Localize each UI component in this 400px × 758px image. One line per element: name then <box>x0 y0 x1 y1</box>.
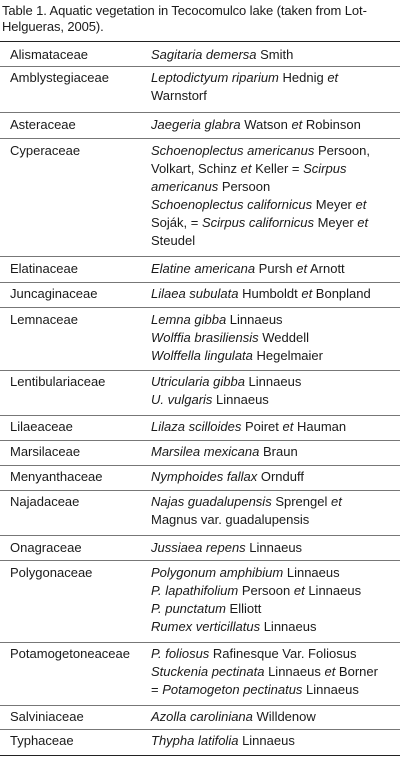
species-name-italic: et <box>240 161 252 176</box>
species-line <box>151 443 396 461</box>
row-divider <box>0 440 400 441</box>
species-name-italic: Jussiaea repens <box>151 540 246 555</box>
species-line <box>151 511 396 529</box>
species-line <box>151 582 396 600</box>
species-author: Magnus var. guadalupensis <box>151 512 310 527</box>
species-name-italic: Wolffia brasiliensis <box>151 330 259 345</box>
species-name-italic: U. vulgaris <box>151 392 213 407</box>
species-name-italic: americanus <box>151 179 219 194</box>
row-divider <box>0 465 400 466</box>
family-name: Juncaginaceae <box>10 286 98 301</box>
species-name-italic: Wolffella lingulata <box>151 348 253 363</box>
species-author: Linnaeus <box>226 312 283 327</box>
species-name-italic: et <box>355 197 367 212</box>
family-name: Najadaceae <box>10 494 80 509</box>
species-line <box>151 160 396 178</box>
species-line <box>151 311 396 329</box>
species-name-italic: P. lapathifolium <box>151 583 239 598</box>
species-name-italic: Scirpus <box>303 161 347 176</box>
species-line <box>151 116 396 134</box>
family-name: Lilaeaceae <box>10 419 73 434</box>
row-divider <box>0 307 400 308</box>
family-name: Lentibulariaceae <box>10 374 106 389</box>
species-cell <box>151 732 396 750</box>
species-cell <box>151 443 396 461</box>
species-author: Willdenow <box>252 709 316 724</box>
species-author: Steudel <box>151 233 196 248</box>
species-cell <box>151 539 396 557</box>
species-author: Linnaeus <box>260 619 317 634</box>
species-name-italic: et <box>301 286 313 301</box>
species-name-italic: Lilaea subulata <box>151 286 239 301</box>
family-name: Asteraceae <box>10 117 76 132</box>
species-cell <box>151 116 396 134</box>
species-name-italic: P. foliosus <box>151 646 210 661</box>
row-divider <box>0 642 400 643</box>
family-name: Onagraceae <box>10 540 82 555</box>
species-line <box>151 418 396 436</box>
species-line <box>151 618 396 636</box>
row-divider <box>0 112 400 113</box>
species-name-italic: Utricularia gibba <box>151 374 245 389</box>
species-author: Warnstorf <box>151 88 207 103</box>
species-cell <box>151 285 396 303</box>
species-name-italic: et <box>327 70 339 85</box>
species-author: Linnaeus <box>212 392 269 407</box>
species-cell <box>151 311 396 365</box>
species-name-italic: et <box>296 261 308 276</box>
species-author: Meyer <box>312 197 356 212</box>
family-name: Salviniaceae <box>10 709 84 724</box>
species-author: Hednig <box>278 70 328 85</box>
species-author: = <box>151 682 163 697</box>
species-author: Weddell <box>258 330 309 345</box>
species-line <box>151 645 396 663</box>
species-author: Meyer <box>313 215 358 230</box>
species-line <box>151 373 396 391</box>
species-author: Hauman <box>293 419 347 434</box>
species-author: Linnaeus <box>244 374 302 389</box>
species-cell <box>151 46 396 64</box>
species-name-italic: et <box>330 494 342 509</box>
family-name: Alismataceae <box>10 47 89 62</box>
family-name: Typhaceae <box>10 733 74 748</box>
species-line <box>151 708 396 726</box>
species-author: Elliott <box>225 601 262 616</box>
species-line <box>151 87 396 105</box>
species-line <box>151 391 396 409</box>
table-bottom-rule <box>0 755 400 756</box>
species-name-italic: et <box>291 117 303 132</box>
species-author: Linnaeus <box>264 664 325 679</box>
species-author: Borner <box>335 664 378 679</box>
species-author: Persoon, <box>314 143 370 158</box>
row-divider <box>0 370 400 371</box>
species-line <box>151 69 396 87</box>
species-cell <box>151 468 396 486</box>
row-divider <box>0 138 400 139</box>
species-line <box>151 663 396 681</box>
species-author: Humboldt <box>238 286 302 301</box>
species-name-italic: et <box>293 583 305 598</box>
family-name: Marsilaceae <box>10 444 81 459</box>
species-name-italic: Lemna gibba <box>151 312 227 327</box>
species-cell <box>151 142 396 250</box>
species-line <box>151 539 396 557</box>
species-cell <box>151 645 396 699</box>
species-line <box>151 46 396 64</box>
row-divider <box>0 729 400 730</box>
species-line <box>151 468 396 486</box>
species-author: Bonpland <box>312 286 371 301</box>
species-line <box>151 196 396 214</box>
species-line <box>151 260 396 278</box>
species-author: Linnaeus <box>302 682 359 697</box>
species-name-italic: Rumex verticillatus <box>151 619 261 634</box>
species-author: Persoon <box>238 583 294 598</box>
species-line <box>151 285 396 303</box>
species-author: Linnaeus <box>283 565 340 580</box>
species-author: Volkart, Schinz <box>151 161 241 176</box>
family-name: Cyperaceae <box>10 143 81 158</box>
table-top-rule <box>0 41 400 42</box>
species-name-italic: Scirpus californicus <box>201 215 314 230</box>
row-divider <box>0 415 400 416</box>
species-name-italic: P. punctatum <box>151 601 226 616</box>
species-cell <box>151 708 396 726</box>
species-line <box>151 600 396 618</box>
family-name: Elatinaceae <box>10 261 78 276</box>
family-name: Amblystegiaceae <box>10 70 109 85</box>
row-divider <box>0 560 400 561</box>
species-author: Robinson <box>302 117 361 132</box>
species-cell <box>151 493 396 529</box>
species-name-italic: Najas guadalupensis <box>151 494 272 509</box>
row-divider <box>0 66 400 67</box>
species-line <box>151 564 396 582</box>
species-author: Watson <box>240 117 292 132</box>
species-cell <box>151 564 396 636</box>
species-author: Rafinesque Var. Foliosus <box>209 646 357 661</box>
species-name-italic: Thypha latifolia <box>151 733 239 748</box>
species-line <box>151 142 396 160</box>
family-name: Menyanthaceae <box>10 469 103 484</box>
species-author: Soják, = <box>151 215 202 230</box>
species-author: Linnaeus <box>238 733 295 748</box>
species-author: Smith <box>256 47 294 62</box>
species-name-italic: et <box>282 419 294 434</box>
species-name-italic: Jaegeria glabra <box>151 117 241 132</box>
species-author: Pursh <box>255 261 297 276</box>
species-name-italic: Sagitaria demersa <box>151 47 257 62</box>
species-author: Linnaeus <box>304 583 362 598</box>
species-name-italic: Schoenoplectus americanus <box>151 143 315 158</box>
species-cell <box>151 260 396 278</box>
species-name-italic: Elatine americana <box>151 261 256 276</box>
species-cell <box>151 69 396 105</box>
family-name: Polygonaceae <box>10 565 93 580</box>
species-name-italic: Potamogeton pectinatus <box>162 682 303 697</box>
species-author: Linnaeus <box>245 540 303 555</box>
species-author: Sprengel <box>271 494 331 509</box>
species-name-italic: Leptodictyum riparium <box>151 70 279 85</box>
species-line <box>151 232 396 250</box>
species-name-italic: et <box>324 664 336 679</box>
species-line <box>151 329 396 347</box>
species-line <box>151 732 396 750</box>
species-line <box>151 347 396 365</box>
species-name-italic: Marsilea mexicana <box>151 444 260 459</box>
family-name: Potamogetoneaceae <box>10 646 130 661</box>
row-divider <box>0 535 400 536</box>
species-author: Hegelmaier <box>252 348 323 363</box>
species-line <box>151 178 396 196</box>
species-name-italic: Nymphoides fallax <box>151 469 258 484</box>
species-name-italic: Stuckenia pectinata <box>151 664 265 679</box>
species-line <box>151 493 396 511</box>
species-name-italic: Schoenoplectus californicus <box>151 197 313 212</box>
species-author: Poiret <box>241 419 283 434</box>
table-caption: Table 1. Aquatic vegetation in Tecocomulco lake (taken from Lot-Helgueras, 2005). <box>2 3 367 34</box>
species-line <box>151 214 396 232</box>
row-divider <box>0 282 400 283</box>
row-divider <box>0 256 400 257</box>
species-author: Persoon <box>218 179 271 194</box>
species-cell <box>151 418 396 436</box>
species-author: Keller = <box>251 161 304 176</box>
species-line <box>151 681 396 699</box>
species-name-italic: Azolla caroliniana <box>151 709 253 724</box>
family-name: Lemnaceae <box>10 312 78 327</box>
species-author: Ornduff <box>257 469 304 484</box>
species-name-italic: et <box>357 215 369 230</box>
species-cell <box>151 373 396 409</box>
species-name-italic: Lilaza scilloides <box>151 419 242 434</box>
row-divider <box>0 490 400 491</box>
species-author: Braun <box>259 444 298 459</box>
species-author: Arnott <box>307 261 345 276</box>
row-divider <box>0 705 400 706</box>
species-name-italic: Polygonum amphibium <box>151 565 284 580</box>
